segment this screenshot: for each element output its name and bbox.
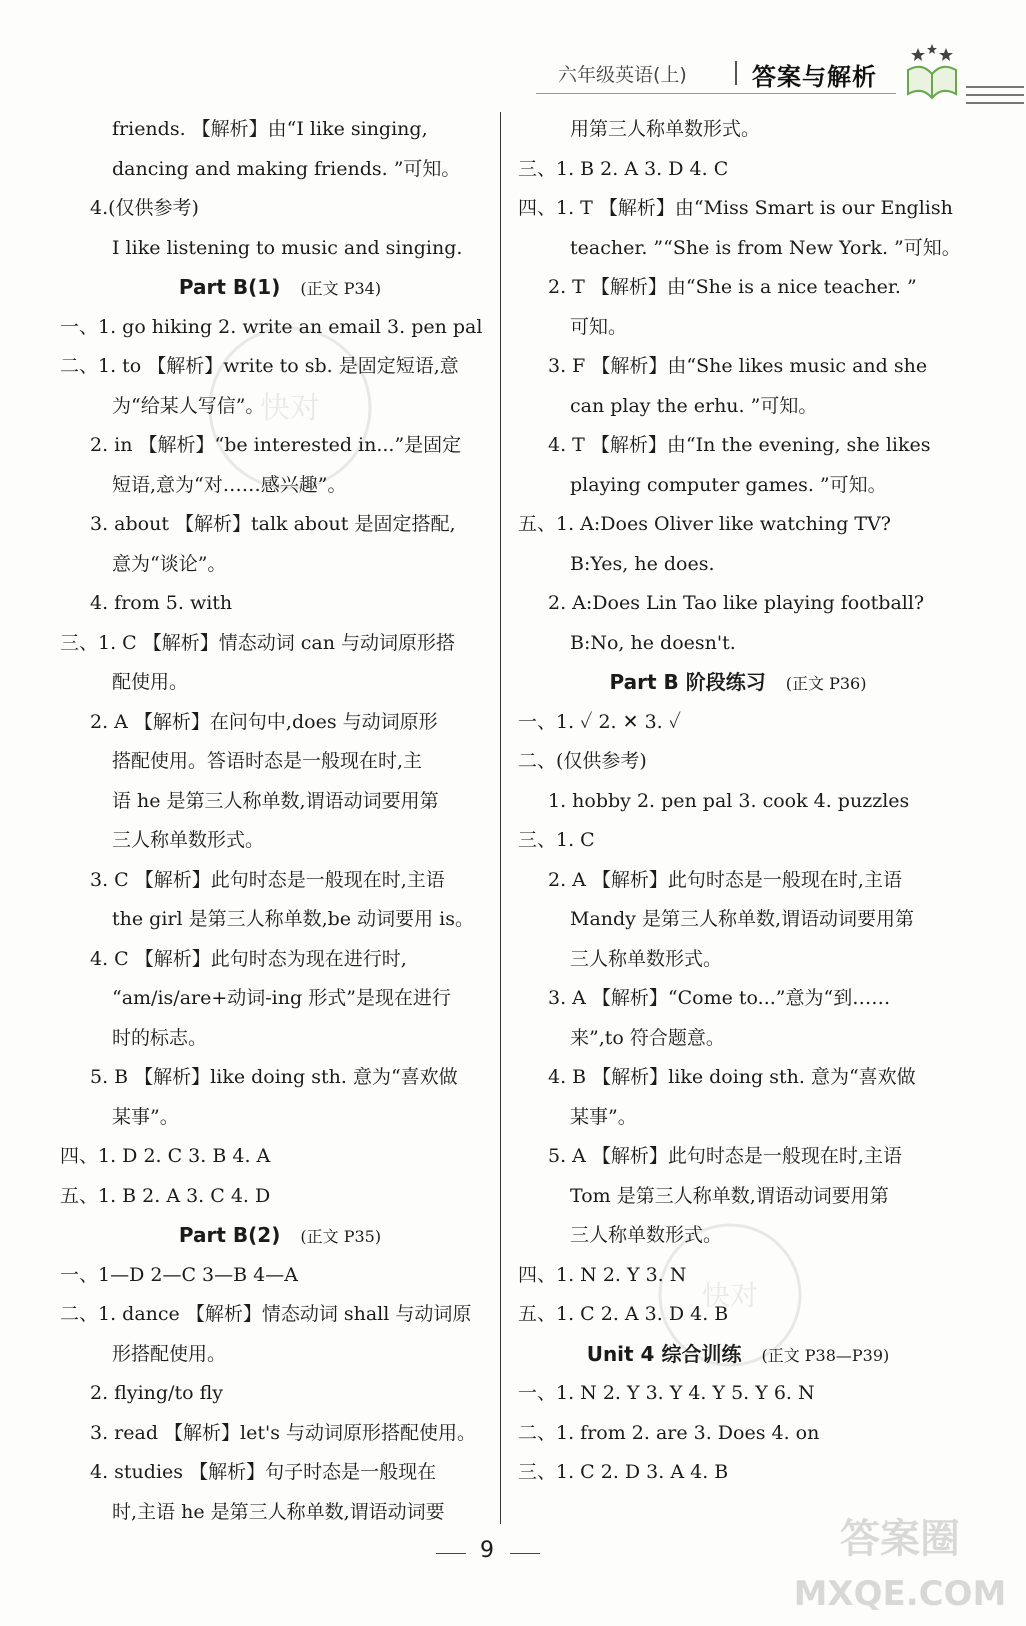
section-heading (518, 663, 958, 703)
answer-line (518, 545, 958, 585)
answer-line (518, 110, 958, 150)
answer-line (60, 545, 500, 585)
page-number: 9 (480, 1538, 494, 1563)
page-reference: (正文 P36) (785, 674, 867, 693)
answer-text: 某事”。 (570, 1105, 637, 1128)
answer-line (60, 821, 500, 861)
answer-text: 三人称单数形式。 (570, 1224, 723, 1246)
section-title: 答案与解析 (752, 63, 877, 91)
answer-text: 五、1. C 2. A 3. D 4. B (518, 1303, 729, 1325)
answer-text: 四、1. N 2. Y 3. N (518, 1263, 687, 1286)
site-watermark (780, 1490, 1020, 1620)
header-rule (536, 93, 896, 94)
answer-line (60, 584, 500, 624)
answer-line (60, 1295, 500, 1335)
answer-line (60, 1414, 500, 1454)
answer-line (60, 110, 500, 150)
watermark-text: 答案圈 (840, 1516, 960, 1562)
answer-text: 搭配使用。答语时态是一般现在时,主 (112, 750, 423, 772)
answer-text: I like listening to music and singing. (112, 236, 463, 259)
answer-text: 来”,to 符合题意。 (570, 1026, 725, 1049)
answer-line (60, 150, 500, 190)
answer-line (518, 703, 958, 743)
answer-text: Part B(1) (178, 275, 281, 299)
answer-text: the girl 是第三人称单数,be 动词要用 is。 (112, 908, 474, 930)
answer-line (518, 782, 958, 822)
answer-line (60, 940, 500, 980)
answer-line (60, 624, 500, 664)
answer-text: dancing and making friends. ”可知。 (112, 157, 461, 180)
answer-text: 三人称单数形式。 (570, 947, 723, 970)
answer-text: 五、1. A:Does Oliver like watching TV? (518, 513, 891, 535)
header-rule-right (966, 102, 1024, 104)
page-number-dash (510, 1553, 540, 1554)
answer-text: friends. 【解析】由“I like singing, (112, 118, 428, 140)
answer-text: 三、1. C 【解析】情态动词 can 与动词原形搭 (60, 631, 456, 654)
answer-text: 5. B 【解析】like doing sth. 意为“喜欢做 (90, 1066, 458, 1088)
answer-text: 一、1. N 2. Y 3. Y 4. Y 5. Y 6. N (518, 1382, 815, 1404)
answer-line (518, 1453, 958, 1493)
answer-line (60, 1137, 500, 1177)
answer-text: Part B(2) (178, 1223, 281, 1247)
answer-line (60, 1058, 500, 1098)
answer-text: 1. hobby 2. pen pal 3. cook 4. puzzles (548, 789, 910, 812)
page-reference: (正文 P34) (300, 279, 382, 298)
answer-text: Mandy 是第三人称单数,谓语动词要用第 (570, 908, 914, 930)
answer-line (518, 505, 958, 545)
answer-line (518, 1058, 958, 1098)
header-rule-right (966, 94, 1024, 96)
answer-text: 配使用。 (112, 671, 189, 693)
answer-text: Tom 是第三人称单数,谓语动词要用第 (570, 1184, 889, 1207)
answer-text: 5. A 【解析】此句时态是一般现在时,主语 (548, 1145, 902, 1167)
answer-text: 二、(仅供参考) (518, 750, 647, 772)
answer-line (518, 821, 958, 861)
watermark-stamp (650, 1215, 810, 1375)
answer-text: 3. A 【解析】“Come to...”意为“到…… (548, 987, 891, 1009)
answer-text: 语 he 是第三人称单数,谓语动词要用第 (112, 789, 439, 812)
answer-line (60, 1374, 500, 1414)
page-number-dash (436, 1553, 466, 1554)
answer-text: 五、1. B 2. A 3. C 4. D (60, 1184, 271, 1207)
answer-line (60, 189, 500, 229)
answer-line (60, 782, 500, 822)
answer-line (518, 347, 958, 387)
answer-text: 一、1—D 2—C 3—B 4—A (60, 1263, 298, 1286)
answer-line (518, 584, 958, 624)
answer-line (60, 1335, 500, 1375)
section-heading (60, 1216, 500, 1256)
answer-text: playing computer games. ”可知。 (570, 473, 887, 496)
answer-text: 4. C 【解析】此句时态为现在进行时, (90, 947, 407, 970)
page-reference: (正文 P35) (300, 1227, 382, 1246)
answer-text: 2. in 【解析】“be interested in...”是固定 (90, 434, 462, 456)
answer-text: 4. B 【解析】like doing sth. 意为“喜欢做 (548, 1066, 916, 1088)
answer-text: 4.(仅供参考) (90, 197, 199, 219)
answer-line (518, 308, 958, 348)
answer-text: 形搭配使用。 (112, 1342, 227, 1365)
page-header (0, 0, 1026, 110)
answer-text: 3. read 【解析】let's 与动词原形搭配使用。 (90, 1421, 476, 1444)
watermark-stamp (200, 318, 380, 498)
book-stars-icon (902, 44, 962, 102)
answer-line (60, 703, 500, 743)
answer-line (518, 1414, 958, 1454)
answer-text: 一、1. ✓ 2. ✕ 3. ✓ (518, 710, 682, 733)
answer-text: 三、1. B 2. A 3. D 4. C (518, 157, 729, 180)
answer-line (518, 1177, 958, 1217)
header-rule-right (966, 86, 1024, 88)
answer-line (518, 426, 958, 466)
subject-label: 六年级英语(上) (558, 64, 687, 86)
answer-text: 短语,意为“对……感兴趣”。 (112, 473, 347, 496)
answer-text: teacher. ”“She is from New York. ”可知。 (570, 236, 961, 259)
answer-text: 可知。 (570, 315, 628, 338)
answer-text: Unit 4 综合训练 (586, 1341, 742, 1366)
answer-line (518, 150, 958, 190)
answer-line (518, 1098, 958, 1138)
answer-text: 3. F 【解析】由“She likes music and she (548, 355, 928, 377)
answer-text: 某事”。 (112, 1105, 179, 1128)
answer-text: 二、1. to 【解析】write to sb. 是固定短语,意 (60, 355, 459, 377)
answer-line (518, 466, 958, 506)
answer-line (518, 1137, 958, 1177)
answer-text: 三、1. C 2. D 3. A 4. B (518, 1461, 729, 1483)
watermark-text: 快对 (260, 391, 320, 426)
answer-line (518, 387, 958, 427)
answer-line (518, 940, 958, 980)
answer-text: 为“给某人写信”。 (112, 394, 265, 417)
answer-line (60, 1177, 500, 1217)
answer-text: 3. about 【解析】talk about 是固定搭配, (90, 513, 456, 535)
column-divider (500, 112, 501, 1524)
answer-text: 时的标志。 (112, 1026, 208, 1049)
answer-text: 四、1. T 【解析】由“Miss Smart is our English (518, 197, 953, 219)
answer-text: 4. from 5. with (90, 592, 233, 614)
answer-text: 二、1. dance 【解析】情态动词 shall 与动词原 (60, 1303, 472, 1325)
answer-line (518, 189, 958, 229)
answer-line (60, 1493, 500, 1533)
answer-text: 2. flying/to fly (90, 1382, 223, 1404)
answer-line (60, 1453, 500, 1493)
watermark-text: MXQE.COM (793, 1574, 1007, 1614)
page-reference: (正文 P38—P39) (761, 1345, 890, 1365)
answer-line (518, 900, 958, 940)
answer-text: 3. C 【解析】此句时态是一般现在时,主语 (90, 868, 445, 891)
answer-text: 用第三人称单数形式。 (570, 118, 761, 140)
answer-line (60, 229, 500, 269)
answer-text: can play the erhu. ”可知。 (570, 394, 818, 417)
header-separator (735, 61, 737, 85)
answer-line (518, 979, 958, 1019)
answer-text: 一、1. go hiking 2. write an email 3. pen pal (60, 315, 483, 338)
answer-text: 时,主语 he 是第三人称单数,谓语动词要 (112, 1500, 445, 1523)
answer-line (518, 1374, 958, 1414)
answer-text: 三人称单数形式。 (112, 829, 265, 851)
answer-line (518, 742, 958, 782)
answer-text: 2. A 【解析】此句时态是一般现在时,主语 (548, 868, 902, 891)
answer-line (60, 505, 500, 545)
watermark-text: 快对 (701, 1279, 759, 1312)
answer-text: B:Yes, he does. (570, 552, 715, 575)
answer-text: 2. T 【解析】由“She is a nice teacher. ” (548, 276, 917, 298)
answer-line (518, 1019, 958, 1059)
answer-text: 四、1. D 2. C 3. B 4. A (60, 1145, 271, 1167)
answer-line (60, 742, 500, 782)
answer-text: 2. A 【解析】在问句中,does 与动词原形 (90, 710, 438, 733)
answer-text: Part B 阶段练习 (609, 670, 766, 694)
answer-line (60, 1098, 500, 1138)
answer-line (518, 861, 958, 901)
answer-line (60, 1019, 500, 1059)
answer-text: B:No, he doesn't. (570, 631, 736, 654)
answer-line (60, 900, 500, 940)
answer-text: 三、1. C (518, 829, 595, 851)
answer-line (518, 268, 958, 308)
answer-text: 4. T 【解析】由“In the evening, she likes (548, 434, 931, 456)
answer-text: 意为“谈论”。 (112, 552, 227, 575)
answer-text: 二、1. from 2. are 3. Does 4. on (518, 1421, 820, 1444)
answer-line (60, 979, 500, 1019)
answer-text: “am/is/are+动词-ing 形式”是现在进行 (112, 987, 451, 1009)
section-heading (60, 268, 500, 308)
answer-line (518, 229, 961, 269)
answer-line (60, 861, 500, 901)
answer-line (60, 663, 500, 703)
answer-text: 4. studies 【解析】句子时态是一般现在 (90, 1461, 437, 1483)
answer-text: 2. A:Does Lin Tao like playing football? (548, 592, 925, 614)
answer-line (518, 624, 958, 664)
answer-line (60, 1256, 500, 1296)
